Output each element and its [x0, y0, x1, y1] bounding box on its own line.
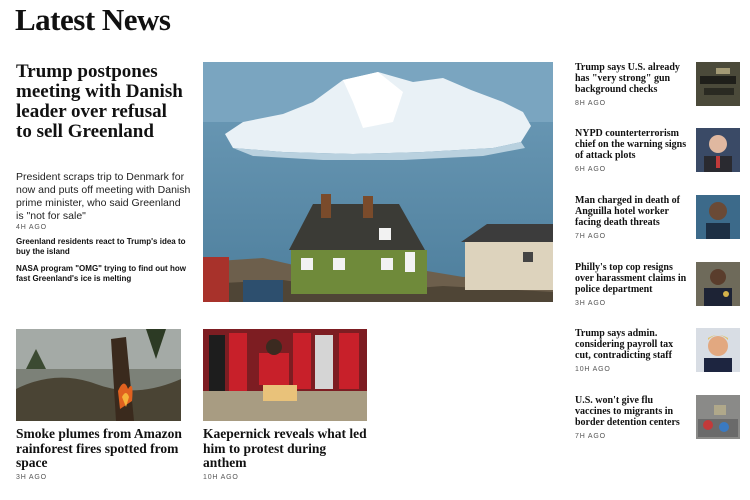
list-item[interactable] [575, 395, 743, 455]
lead-timestamp: 4H AGO [16, 224, 47, 231]
related-link-greenland-residents[interactable]: Greenland residents react to Trump's idea to buy the island [16, 237, 186, 256]
card-timestamp: 10H AGO [203, 474, 239, 481]
side-timestamp: 7H AGO [575, 433, 606, 440]
card-headline-amazon-fires[interactable]: Smoke plumes from Amazon rainforest fires spotted from space [16, 426, 182, 470]
page-title: Latest News [15, 2, 171, 37]
side-timestamp: 8H AGO [575, 100, 606, 107]
list-item[interactable] [575, 262, 743, 322]
card-headline-kaepernick[interactable]: Kaepernick reveals what led him to protest during anthem [203, 426, 367, 470]
side-headline-link[interactable]: NYPD counterterrorism chief on the warning signs of attack plots [575, 128, 687, 161]
lead-headline-link[interactable]: Trump postpones meeting with Danish leader over refusal to sell Greenland [16, 61, 183, 142]
image-amazon-fire[interactable] [16, 329, 181, 421]
thumb-detention-center-image[interactable] [696, 395, 740, 439]
side-headline-link[interactable]: Trump says admin. considering payroll tax cut, contradicting staff [575, 328, 674, 361]
side-timestamp: 7H AGO [575, 233, 606, 240]
thumb-guns-image[interactable] [696, 62, 740, 106]
lead-summary: President scraps trip to Denmark for now and puts off meeting with Danish prime minister, who said Greenland is "not for sale" [16, 171, 191, 222]
side-timestamp: 6H AGO [575, 166, 606, 173]
side-headline-link[interactable]: Man charged in death of Anguilla hotel worker facing death threats [575, 195, 680, 228]
side-timestamp: 10H AGO [575, 366, 611, 373]
thumb-trump-image[interactable] [696, 328, 740, 372]
thumb-nypd-chief-image[interactable] [696, 128, 740, 172]
list-item[interactable] [575, 62, 743, 122]
side-timestamp: 3H AGO [575, 300, 606, 307]
hero-image-greenland-iceberg[interactable] [203, 62, 553, 302]
side-headline-link[interactable]: Philly's top cop resigns over harassment claims in police department [575, 262, 687, 295]
thumb-philly-cop-image[interactable] [696, 262, 740, 306]
side-headline-link[interactable]: U.S. won't give flu vaccines to migrants in border detention centers [575, 395, 680, 428]
side-headline-link[interactable]: Trump says U.S. already has "very strong" gun background checks [575, 62, 680, 95]
list-item[interactable] [575, 195, 743, 255]
card-timestamp: 3H AGO [16, 474, 47, 481]
list-item[interactable] [575, 128, 743, 188]
thumb-anguilla-man-image[interactable] [696, 195, 740, 239]
related-link-nasa-omg[interactable]: NASA program "OMG" trying to find out how fast Greenland's ice is melting [16, 264, 186, 283]
list-item[interactable] [575, 328, 743, 388]
image-kaepernick-kneeling[interactable] [203, 329, 367, 421]
